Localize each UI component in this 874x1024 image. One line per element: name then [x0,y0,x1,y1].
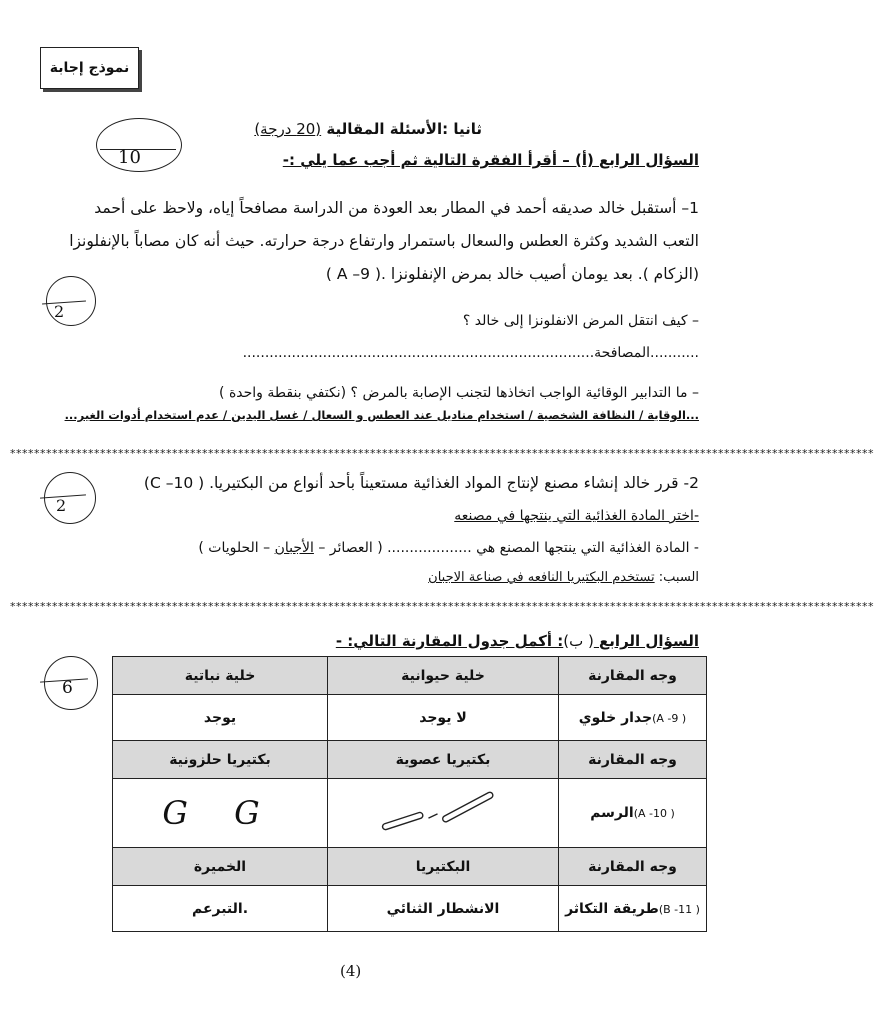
item1-line2: التعب الشديد وكثرة العطس والسعال باستمرار وارتفاع درجة حرارته. حيث أنه كان مصاباً بالإنفلونزا [69,232,699,250]
table-row-label-cell [559,886,707,932]
item2-reason [428,570,699,585]
question-4a-title-prefix: السؤال الرابع (أ) – [557,151,699,169]
table-header-cell: خلية نباتية [113,657,328,695]
item1-score-value: 2 [54,302,65,321]
item1-answer1-dots-left: ............................................................................... [242,345,595,361]
item1-answer2: ...الوقاية / النظافة الشخصية / استخدام مناديل عند العطس و السعال / غسل اليدين / عدم استخدام أدوات الغير... [64,408,699,422]
item2-choice-prefix: - المادة الغذائية التي ينتجها المصنع هي ................... ( العصائر – [313,540,699,556]
table-header-row [113,741,707,779]
table-row [113,695,707,741]
table-header-cell: بكتيريا عصوية [328,741,559,779]
table-row-label: طريقة التكاثر [565,900,659,917]
item1-line3: (الزكام ). بعد يومان أصيب خالد بمرض الإنفلونزا .( 9– A ) [325,265,699,283]
standard-code: ( 9- A) [652,711,687,725]
item2-reason-label: السبب: [654,570,699,585]
table-cell: يوجد [113,695,328,741]
separator-2: ************************************************************************************************************************************************ [10,600,874,613]
item2-choice-selected: الأجبان [274,540,314,556]
table-cell: .التبرعم [113,886,328,932]
separator-1: ************************************************************************************************************************************************ [10,447,874,460]
question-4b-title-paren: ( ب) [563,632,594,650]
table-header-cell: البكتيريا [328,848,559,886]
question-4b-score-value: 6 [62,678,73,698]
table-header-cell: وجه المقارنة [559,657,707,695]
item1-answer1 [243,345,699,361]
table-header-row [113,848,707,886]
item1-answer1-text: المصافحة [594,345,651,361]
bacilli-drawing [378,786,508,836]
item2-choice-suffix: – الحلويات ) [198,540,275,556]
table-header-row [113,657,707,695]
question-4b-title [336,632,699,650]
table-cell: لا يوجد [328,695,559,741]
item1-answer1-dots-right: ........... [650,345,699,361]
table-row-label-cell [559,779,707,848]
table-header-cell: خلية حيوانية [328,657,559,695]
table-row [113,886,707,932]
comparison-table [112,656,707,932]
item1-question2: – ما التدابير الوقائية الواجب اتخاذها لتجنب الإصابة بالمرض ؟ (نكتفي بنقطة واحدة ) [219,385,699,401]
question-4a-title [283,151,699,169]
item1-question1: – كيف انتقل المرض الانفلونزا إلى خالد ؟ [462,313,699,329]
item2-reason-answer: تستخدم البكتيريا النافعه في صناعة الاجبان [428,570,655,585]
spirilla-drawing-cell [113,779,328,848]
answer-model-label: نموذج إجابة [40,47,139,89]
table-cell: الانشطار الثنائي [328,886,559,932]
item2-score-value: 2 [56,496,67,515]
section-title-text: ثانيا :الأسئلة المقالية [326,120,482,138]
table-header-cell: بكتيريا حلزونية [113,741,328,779]
question-4b-title-main: : أكمل جدول المقارنة التالي: - [335,632,564,650]
section-marks: (20 درجة) [254,120,322,138]
question-4a-title-main: أقرأ الفقرة التالية ثم أجب عما يلي :- [282,151,558,169]
table-row-label-cell [559,695,707,741]
table-header-cell: وجه المقارنة [559,848,707,886]
standard-code: ( 10- A) [633,807,675,820]
table-row [113,779,707,848]
spirilla-drawing: G G [162,794,278,832]
table-row-label: الرسم [590,805,634,821]
bacilli-drawing-cell [328,779,559,848]
item2-score-oval [44,472,96,524]
page-number: (4) [340,962,362,980]
standard-code: ( 11- B) [658,902,700,916]
item2-line1: 2- قرر خالد إنشاء مصنع لإنتاج المواد الغذائية مستعيناً بأحد أنواع من البكتيريا. ( 10– C) [143,474,699,492]
section-title [254,120,482,138]
item1-line1: 1– أستقبل خالد صديقه أحمد في المطار بعد العودة من الدراسة مصافحاً إياه، ولاحظ على أحمد [94,199,699,217]
total-score-value: 10 [118,147,141,168]
question-4b-title-prefix: السؤال الرابع [593,632,699,650]
item2-choice [198,540,699,556]
item2-instruction: -اختر المادة الغذائية التي ينتجها في مصنعه [454,508,699,524]
table-header-cell: الخميرة [113,848,328,886]
table-header-cell: وجه المقارنة [559,741,707,779]
table-row-label: جدار خلوي [578,709,653,726]
